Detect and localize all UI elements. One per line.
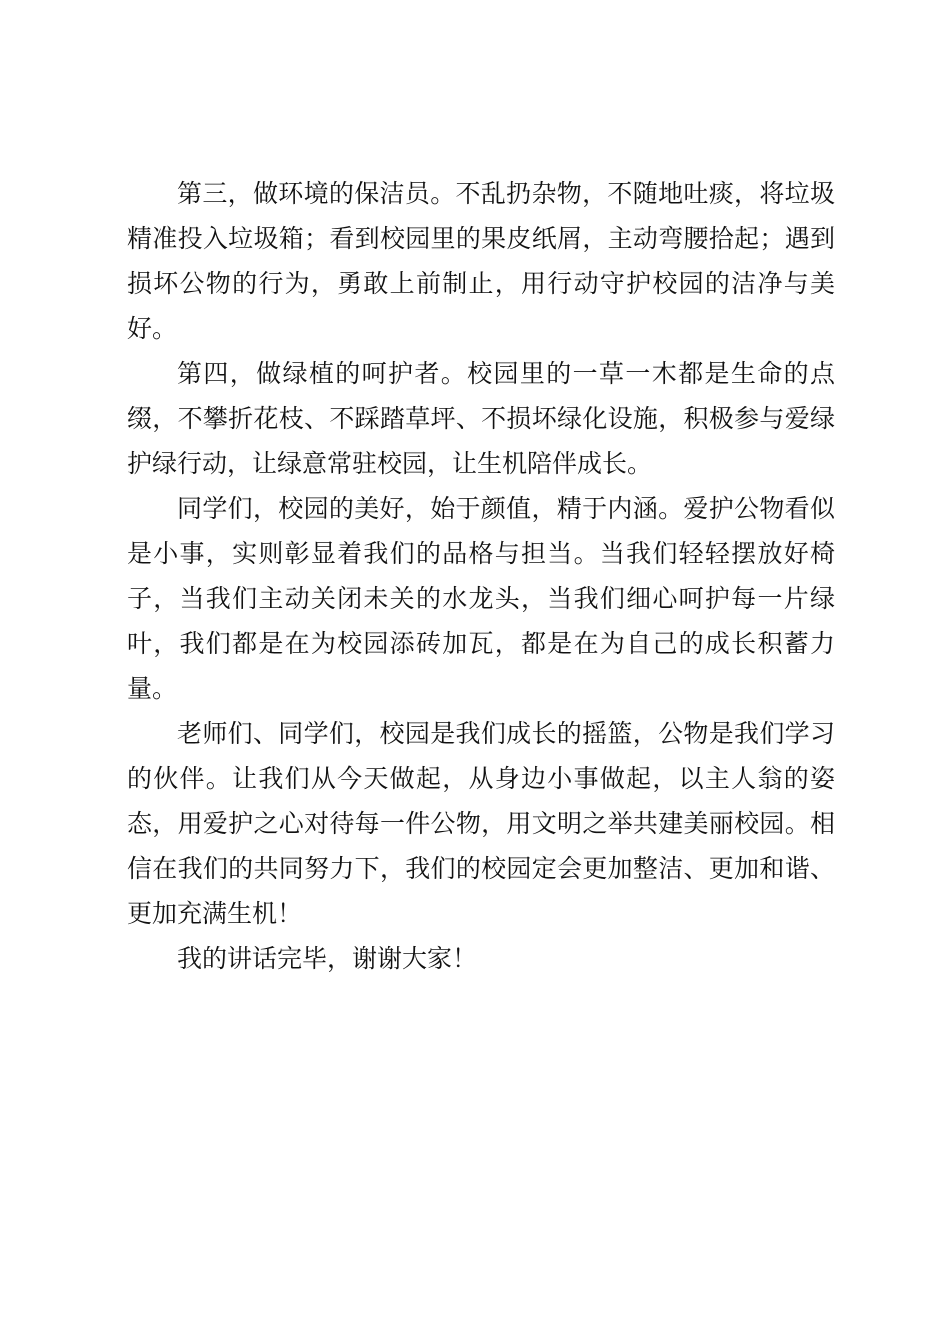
paragraph-closing: 我的讲话完毕，谢谢大家！: [177, 944, 478, 973]
paragraph-students-address: 同学们，校园的美好，始于颜值，精于内涵。爱护公物看似是小事，实则彰显着我们的品格与担当。当我们轻轻摆放好椅子，当我们主动关闭未关的水龙头，当我们细心呵护每一片绿叶，我们都是在为校园添砖加瓦，都是在为自己的成长积蓄力量。: [127, 494, 835, 703]
document-body: [127, 171, 835, 981]
paragraph-fourth-point: 第四，做绿植的呵护者。校园里的一草一木都是生命的点缀，不攀折花枝、不踩踏草坪、不损坏绿化设施，积极参与爱绿护绿行动，让绿意常驻校园，让生机陪伴成长。: [127, 359, 835, 478]
paragraph-call-to-action: 老师们、同学们，校园是我们成长的摇篮，公物是我们学习的伙伴。让我们从今天做起，从身边小事做起，以主人翁的姿态，用爱护之心对待每一件公物，用文明之举共建美丽校园。相信在我们的共同努力下，我们的校园定会更加整洁、更加和谐、更加充满生机！: [127, 719, 835, 928]
paragraph-third-point: 第三，做环境的保洁员。不乱扔杂物，不随地吐痰，将垃圾精准投入垃圾箱；看到校园里的果皮纸屑，主动弯腰拾起；遇到损坏公物的行为，勇敢上前制止，用行动守护校园的洁净与美好。: [127, 179, 835, 343]
